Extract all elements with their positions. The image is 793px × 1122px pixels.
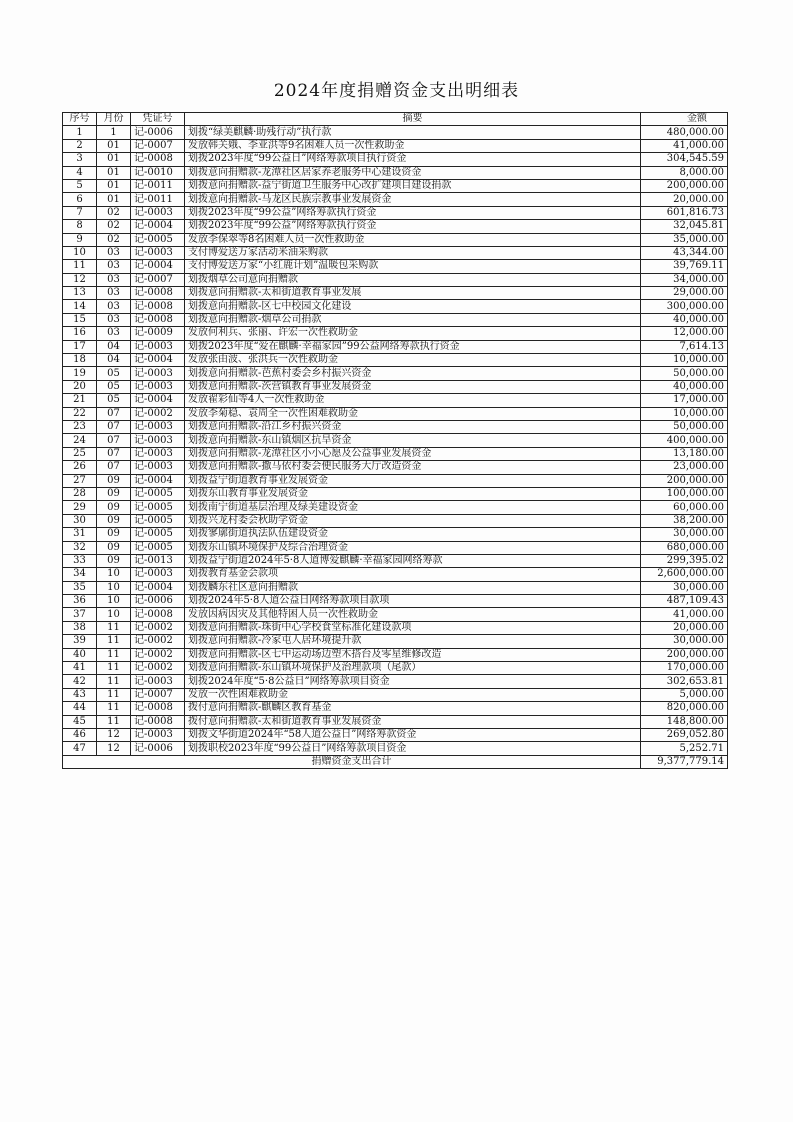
header-amount: 金额	[641, 113, 728, 126]
table-row	[63, 153, 728, 166]
row-month: 09	[97, 501, 131, 514]
row-summary: 划拨寥廓街道执法队伍建设资金	[185, 528, 641, 541]
row-month: 03	[97, 313, 131, 326]
row-summary: 划拨益宁街道2024年5·8人道博爱麒麟·幸福家园网络筹款	[185, 554, 641, 567]
row-seq: 5	[63, 179, 97, 192]
row-summary: 发放一次性困难救助金	[185, 688, 641, 701]
row-month: 09	[97, 554, 131, 567]
row-seq: 25	[63, 447, 97, 460]
row-amount: 2,600,000.00	[641, 568, 728, 581]
table-row	[63, 581, 728, 594]
table-row	[63, 662, 728, 675]
row-month: 02	[97, 233, 131, 246]
table-row	[63, 474, 728, 487]
row-seq: 28	[63, 487, 97, 500]
row-seq: 14	[63, 300, 97, 313]
row-month: 02	[97, 206, 131, 219]
table-row	[63, 461, 728, 474]
row-voucher: 记-0008	[131, 608, 185, 621]
row-amount: 32,045.81	[641, 220, 728, 233]
row-month: 11	[97, 662, 131, 675]
table-row	[63, 595, 728, 608]
row-summary: 发放李保翠等8名困难人员一次性救助金	[185, 233, 641, 246]
row-voucher: 记-0004	[131, 354, 185, 367]
row-voucher: 记-0003	[131, 246, 185, 259]
row-amount: 5,000.00	[641, 688, 728, 701]
row-summary: 划拨益宁街道教育事业发展资金	[185, 474, 641, 487]
row-amount: 601,816.73	[641, 206, 728, 219]
row-voucher: 记-0011	[131, 179, 185, 192]
row-amount: 39,769.11	[641, 260, 728, 273]
row-amount: 680,000.00	[641, 541, 728, 554]
row-month: 03	[97, 300, 131, 313]
row-voucher: 记-0002	[131, 635, 185, 648]
table-row	[63, 608, 728, 621]
total-label: 捐赠资金支出合计	[63, 755, 641, 768]
row-summary: 拨付意向捐赠款-太和街道教育事业发展资金	[185, 715, 641, 728]
row-summary: 划拨东山教育事业发展资金	[185, 487, 641, 500]
row-amount: 38,200.00	[641, 514, 728, 527]
table-row	[63, 621, 728, 634]
row-summary: 支付博爱送万家活动米油采购款	[185, 246, 641, 259]
row-amount: 302,653.81	[641, 675, 728, 688]
row-seq: 12	[63, 273, 97, 286]
row-voucher: 记-0004	[131, 394, 185, 407]
row-month: 04	[97, 340, 131, 353]
row-summary: 划拨意向捐赠款-马龙区民族宗教事业发展资金	[185, 193, 641, 206]
row-seq: 33	[63, 554, 97, 567]
table-row	[63, 447, 728, 460]
row-month: 01	[97, 139, 131, 152]
row-amount: 50,000.00	[641, 367, 728, 380]
row-amount: 400,000.00	[641, 434, 728, 447]
row-voucher: 记-0003	[131, 675, 185, 688]
row-seq: 18	[63, 354, 97, 367]
row-amount: 299,395.02	[641, 554, 728, 567]
row-voucher: 记-0002	[131, 407, 185, 420]
row-summary: 划拨意向捐赠款-东山镇环境保护及治理款项（尾款）	[185, 662, 641, 675]
row-voucher: 记-0011	[131, 193, 185, 206]
table-row	[63, 394, 728, 407]
row-amount: 7,614.13	[641, 340, 728, 353]
row-summary: 划拨2023年度“99公益”网络筹款执行资金	[185, 206, 641, 219]
row-seq: 32	[63, 541, 97, 554]
row-voucher: 记-0007	[131, 688, 185, 701]
row-seq: 43	[63, 688, 97, 701]
row-month: 01	[97, 179, 131, 192]
row-amount: 200,000.00	[641, 648, 728, 661]
table-row	[63, 702, 728, 715]
row-voucher: 记-0007	[131, 139, 185, 152]
row-month: 07	[97, 407, 131, 420]
row-month: 11	[97, 621, 131, 634]
row-summary: 划拨意向捐赠款-龙潭社区居家养老服务中心建设资金	[185, 166, 641, 179]
row-voucher: 记-0005	[131, 487, 185, 500]
row-voucher: 记-0003	[131, 461, 185, 474]
row-month: 07	[97, 434, 131, 447]
row-summary: 划拨兴龙村委会秋助学资金	[185, 514, 641, 527]
row-amount: 20,000.00	[641, 621, 728, 634]
row-amount: 30,000.00	[641, 581, 728, 594]
row-seq: 3	[63, 153, 97, 166]
row-voucher: 记-0006	[131, 742, 185, 755]
row-seq: 31	[63, 528, 97, 541]
table-row	[63, 487, 728, 500]
row-voucher: 记-0003	[131, 206, 185, 219]
row-seq: 37	[63, 608, 97, 621]
table-row	[63, 420, 728, 433]
row-voucher: 记-0003	[131, 367, 185, 380]
row-seq: 46	[63, 728, 97, 741]
row-amount: 200,000.00	[641, 179, 728, 192]
table-row	[63, 206, 728, 219]
row-voucher: 记-0003	[131, 380, 185, 393]
table-row	[63, 715, 728, 728]
row-voucher: 记-0013	[131, 554, 185, 567]
table-row	[63, 273, 728, 286]
row-summary: 划拨“绿美麒麟·助残行动”执行款	[185, 126, 641, 139]
row-voucher: 记-0002	[131, 648, 185, 661]
row-seq: 36	[63, 595, 97, 608]
row-amount: 12,000.00	[641, 327, 728, 340]
row-summary: 划拨2023年度“99公益日”网络筹款项目执行资金	[185, 153, 641, 166]
row-summary: 划拨2023年度“爱在麒麟·幸福家园”99公益网络筹款执行资金	[185, 340, 641, 353]
row-month: 11	[97, 635, 131, 648]
row-seq: 30	[63, 514, 97, 527]
row-summary: 划拨意向捐赠款-冷家屯人居环境提升款	[185, 635, 641, 648]
table-row	[63, 728, 728, 741]
total-amount: 9,377,779.14	[641, 755, 728, 768]
row-summary: 划拨南宁街道基层治理及绿美建设资金	[185, 501, 641, 514]
row-month: 09	[97, 487, 131, 500]
table-row	[63, 568, 728, 581]
row-summary: 划拨东山镇环境保护及综合治理资金	[185, 541, 641, 554]
table-row	[63, 688, 728, 701]
row-seq: 8	[63, 220, 97, 233]
table-row	[63, 554, 728, 567]
row-amount: 13,180.00	[641, 447, 728, 460]
row-amount: 20,000.00	[641, 193, 728, 206]
row-month: 01	[97, 166, 131, 179]
row-amount: 35,000.00	[641, 233, 728, 246]
row-month: 1	[97, 126, 131, 139]
table-row	[63, 233, 728, 246]
row-voucher: 记-0003	[131, 728, 185, 741]
table-row	[63, 407, 728, 420]
table-row	[63, 340, 728, 353]
row-summary: 发放翟彩仙等4人一次性救助金	[185, 394, 641, 407]
row-seq: 47	[63, 742, 97, 755]
row-amount: 820,000.00	[641, 702, 728, 715]
row-summary: 划拨意向捐赠款-芭蕉村委会乡村振兴资金	[185, 367, 641, 380]
row-month: 12	[97, 728, 131, 741]
row-seq: 10	[63, 246, 97, 259]
row-summary: 划拨烟草公司意向捐赠款	[185, 273, 641, 286]
row-seq: 26	[63, 461, 97, 474]
row-seq: 15	[63, 313, 97, 326]
row-summary: 划拨2024年度“5·8公益日”网络筹款项目资金	[185, 675, 641, 688]
row-seq: 7	[63, 206, 97, 219]
row-voucher: 记-0002	[131, 621, 185, 634]
table-row	[63, 648, 728, 661]
row-summary: 划拨意向捐赠款-沿江乡村振兴资金	[185, 420, 641, 433]
row-month: 02	[97, 220, 131, 233]
row-voucher: 记-0004	[131, 260, 185, 273]
row-summary: 划拨职校2023年度“99公益日”网络筹款项目资金	[185, 742, 641, 755]
row-amount: 43,344.00	[641, 246, 728, 259]
row-voucher: 记-0008	[131, 287, 185, 300]
table-row	[63, 501, 728, 514]
row-month: 10	[97, 595, 131, 608]
row-month: 10	[97, 581, 131, 594]
row-amount: 10,000.00	[641, 354, 728, 367]
row-seq: 13	[63, 287, 97, 300]
row-seq: 34	[63, 568, 97, 581]
table-row	[63, 742, 728, 755]
row-summary: 发放李菊稳、袁周全一次性困难救助金	[185, 407, 641, 420]
row-month: 11	[97, 648, 131, 661]
row-seq: 4	[63, 166, 97, 179]
row-amount: 50,000.00	[641, 420, 728, 433]
row-seq: 11	[63, 260, 97, 273]
row-month: 09	[97, 528, 131, 541]
row-summary: 划拨意向捐赠款-茨营镇教育事业发展资金	[185, 380, 641, 393]
total-row	[63, 755, 728, 768]
row-amount: 17,000.00	[641, 394, 728, 407]
row-seq: 23	[63, 420, 97, 433]
table-row	[63, 354, 728, 367]
row-seq: 27	[63, 474, 97, 487]
row-summary: 支付博爱送万家“小红鹿计划”温暖包采购款	[185, 260, 641, 273]
row-month: 05	[97, 394, 131, 407]
row-summary: 发放张由波、张洪兵一次性救助金	[185, 354, 641, 367]
row-seq: 45	[63, 715, 97, 728]
row-amount: 100,000.00	[641, 487, 728, 500]
row-voucher: 记-0005	[131, 528, 185, 541]
table-row	[63, 260, 728, 273]
table-row	[63, 514, 728, 527]
row-seq: 29	[63, 501, 97, 514]
header-month: 月份	[97, 113, 131, 126]
header-seq: 序号	[63, 113, 97, 126]
row-amount: 304,545.59	[641, 153, 728, 166]
table-row	[63, 193, 728, 206]
row-month: 09	[97, 474, 131, 487]
row-month: 03	[97, 260, 131, 273]
row-month: 10	[97, 608, 131, 621]
row-month: 11	[97, 702, 131, 715]
row-seq: 16	[63, 327, 97, 340]
row-voucher: 记-0004	[131, 220, 185, 233]
row-voucher: 记-0003	[131, 447, 185, 460]
row-summary: 划拨意向捐赠款-龙潭社区小小心愿及公益事业发展资金	[185, 447, 641, 460]
row-voucher: 记-0005	[131, 501, 185, 514]
row-voucher: 记-0006	[131, 126, 185, 139]
row-amount: 29,000.00	[641, 287, 728, 300]
row-amount: 60,000.00	[641, 501, 728, 514]
row-month: 04	[97, 354, 131, 367]
row-seq: 2	[63, 139, 97, 152]
table-row	[63, 179, 728, 192]
row-voucher: 记-0003	[131, 420, 185, 433]
row-amount: 41,000.00	[641, 139, 728, 152]
row-month: 12	[97, 742, 131, 755]
row-month: 05	[97, 380, 131, 393]
table-row	[63, 246, 728, 259]
row-amount: 8,000.00	[641, 166, 728, 179]
row-amount: 200,000.00	[641, 474, 728, 487]
row-month: 01	[97, 193, 131, 206]
row-amount: 487,109.43	[641, 595, 728, 608]
row-month: 07	[97, 447, 131, 460]
row-voucher: 记-0007	[131, 273, 185, 286]
row-seq: 39	[63, 635, 97, 648]
row-voucher: 记-0008	[131, 300, 185, 313]
row-month: 03	[97, 246, 131, 259]
table-row	[63, 434, 728, 447]
row-summary: 发放韩关娥、李亚洪等9名困难人员一次性救助金	[185, 139, 641, 152]
expenditure-table	[62, 112, 728, 769]
row-month: 05	[97, 367, 131, 380]
table-row	[63, 675, 728, 688]
row-summary: 拨付意向捐赠款-麒麟区教育基金	[185, 702, 641, 715]
row-seq: 35	[63, 581, 97, 594]
row-voucher: 记-0009	[131, 327, 185, 340]
row-month: 03	[97, 287, 131, 300]
row-amount: 269,052.80	[641, 728, 728, 741]
row-summary: 划拨意向捐赠款-太和街道教育事业发展	[185, 287, 641, 300]
table-row	[63, 139, 728, 152]
row-seq: 6	[63, 193, 97, 206]
table-row	[63, 635, 728, 648]
row-amount: 480,000.00	[641, 126, 728, 139]
row-seq: 44	[63, 702, 97, 715]
row-voucher: 记-0005	[131, 514, 185, 527]
row-summary: 划拨意向捐赠款-珠街中心学校食堂标准化建设款项	[185, 621, 641, 634]
row-summary: 划拨意向捐赠款-东山镇烟区抗旱资金	[185, 434, 641, 447]
row-amount: 170,000.00	[641, 662, 728, 675]
row-seq: 38	[63, 621, 97, 634]
row-seq: 1	[63, 126, 97, 139]
row-month: 09	[97, 541, 131, 554]
row-summary: 划拨麟东社区意向捐赠款	[185, 581, 641, 594]
row-summary: 划拨2024年5·8人道公益日网络筹款项目款项	[185, 595, 641, 608]
table-row	[63, 287, 728, 300]
table-row	[63, 541, 728, 554]
row-amount: 30,000.00	[641, 528, 728, 541]
table-row	[63, 126, 728, 139]
row-month: 03	[97, 327, 131, 340]
page-title: 2024年度捐赠资金支出明细表	[273, 81, 520, 101]
row-month: 01	[97, 153, 131, 166]
row-amount: 5,252.71	[641, 742, 728, 755]
row-summary: 划拨教育基金会款项	[185, 568, 641, 581]
row-voucher: 记-0005	[131, 233, 185, 246]
table-row	[63, 528, 728, 541]
row-amount: 30,000.00	[641, 635, 728, 648]
row-month: 07	[97, 461, 131, 474]
row-summary: 划拨意向捐赠款-撒马依村委会便民服务大厅改造资金	[185, 461, 641, 474]
row-month: 03	[97, 273, 131, 286]
row-month: 11	[97, 675, 131, 688]
row-voucher: 记-0003	[131, 568, 185, 581]
row-seq: 41	[63, 662, 97, 675]
row-seq: 21	[63, 394, 97, 407]
row-voucher: 记-0002	[131, 662, 185, 675]
table-row	[63, 367, 728, 380]
row-voucher: 记-0008	[131, 715, 185, 728]
row-seq: 9	[63, 233, 97, 246]
table-row	[63, 166, 728, 179]
row-summary: 划拨2023年度“99公益”网络筹款执行资金	[185, 220, 641, 233]
row-voucher: 记-0006	[131, 595, 185, 608]
table-row	[63, 327, 728, 340]
table-row	[63, 313, 728, 326]
row-amount: 23,000.00	[641, 461, 728, 474]
row-voucher: 记-0010	[131, 166, 185, 179]
row-month: 09	[97, 514, 131, 527]
row-seq: 19	[63, 367, 97, 380]
row-seq: 40	[63, 648, 97, 661]
row-month: 10	[97, 568, 131, 581]
row-seq: 20	[63, 380, 97, 393]
table-row	[63, 380, 728, 393]
row-amount: 10,000.00	[641, 407, 728, 420]
row-voucher: 记-0004	[131, 474, 185, 487]
row-seq: 24	[63, 434, 97, 447]
row-amount: 300,000.00	[641, 300, 728, 313]
row-summary: 划拨意向捐赠款-烟草公司捐款	[185, 313, 641, 326]
row-voucher: 记-0008	[131, 702, 185, 715]
row-amount: 40,000.00	[641, 313, 728, 326]
row-seq: 42	[63, 675, 97, 688]
row-summary: 划拨意向捐赠款-区七中运动场边塑木搭台及零星维修改造	[185, 648, 641, 661]
table-row	[63, 300, 728, 313]
row-voucher: 记-0003	[131, 340, 185, 353]
header-summary: 摘要	[185, 113, 641, 126]
row-seq: 22	[63, 407, 97, 420]
row-month: 07	[97, 420, 131, 433]
row-amount: 41,000.00	[641, 608, 728, 621]
row-voucher: 记-0008	[131, 153, 185, 166]
row-summary: 发放因病因灾及其他特困人员一次性救助金	[185, 608, 641, 621]
row-voucher: 记-0004	[131, 581, 185, 594]
row-amount: 34,000.00	[641, 273, 728, 286]
table-row	[63, 220, 728, 233]
row-month: 11	[97, 688, 131, 701]
row-voucher: 记-0005	[131, 541, 185, 554]
row-summary: 发放何利兵、张丽、许宏一次性救助金	[185, 327, 641, 340]
table-header-row	[63, 113, 728, 126]
row-voucher: 记-0003	[131, 434, 185, 447]
row-month: 11	[97, 715, 131, 728]
row-summary: 划拨文华街道2024年“58人道公益日”网络筹款资金	[185, 728, 641, 741]
row-summary: 划拨意向捐赠款-益宁街道卫生服务中心改扩建项目建设捐款	[185, 179, 641, 192]
row-seq: 17	[63, 340, 97, 353]
row-amount: 40,000.00	[641, 380, 728, 393]
row-voucher: 记-0008	[131, 313, 185, 326]
row-summary: 划拨意向捐赠款-区七中校园文化建设	[185, 300, 641, 313]
row-amount: 148,800.00	[641, 715, 728, 728]
header-voucher: 凭证号	[131, 113, 185, 126]
